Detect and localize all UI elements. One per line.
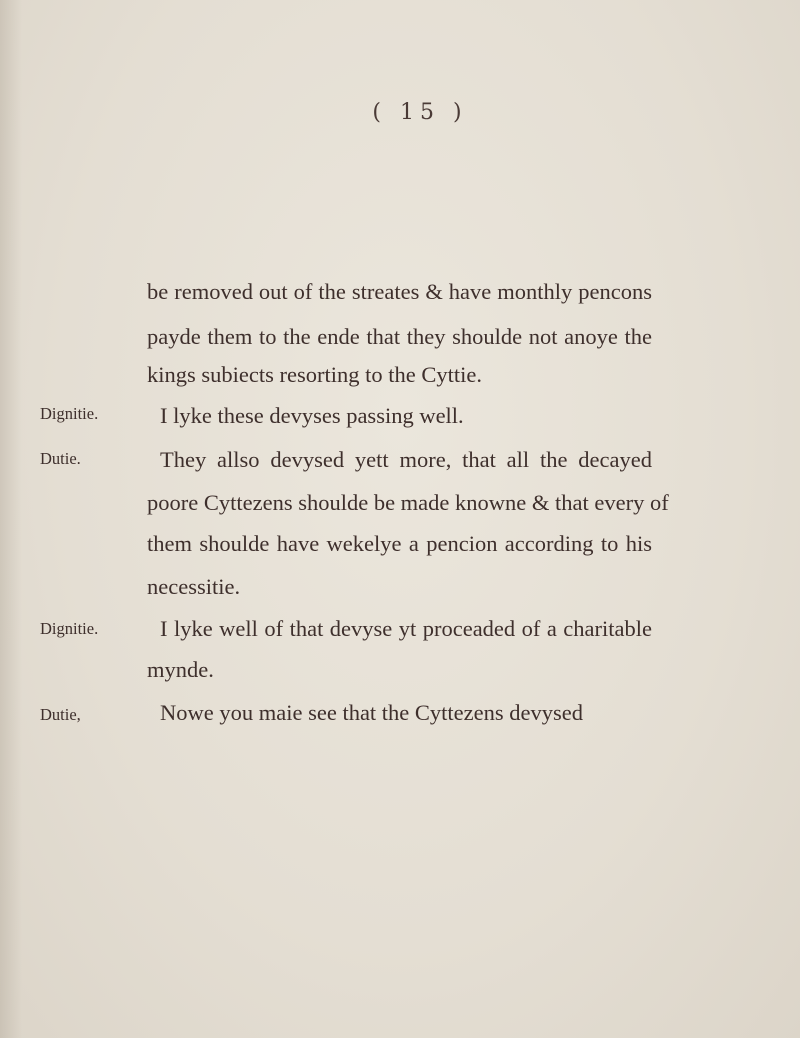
text-line: mynde. xyxy=(147,657,214,682)
text-line: They allso devysed yett more, that all the decayed xyxy=(160,447,652,472)
text-line: I lyke these devyses passing well. xyxy=(160,403,464,428)
margin-note-dutie: Dutie, xyxy=(40,705,81,724)
page-number: ( 15 ) xyxy=(372,100,468,125)
text-line: be removed out of the streates & have monthly pencons xyxy=(147,279,652,304)
margin-note-dutie: Dutie. xyxy=(40,449,81,468)
text-line: poore Cyttezens shoulde be made knowne & that every of xyxy=(147,490,669,515)
text-line: them shoulde have wekelye a pencion according to his xyxy=(147,531,652,556)
margin-note-dignitie: Dignitie. xyxy=(40,404,99,423)
text-line: Nowe you maie see that the Cyttezens devysed xyxy=(160,700,583,725)
binding-gutter-shadow xyxy=(0,0,22,1038)
text-line: I lyke well of that devyse yt proceaded of a charitable xyxy=(160,616,652,641)
text-line: necessitie. xyxy=(147,574,241,599)
text-line: kings subiects resorting to the Cyttie. xyxy=(147,362,482,387)
margin-note-dignitie: Dignitie. xyxy=(40,619,99,638)
text-line: payde them to the ende that they shoulde not anoye the xyxy=(147,324,652,349)
